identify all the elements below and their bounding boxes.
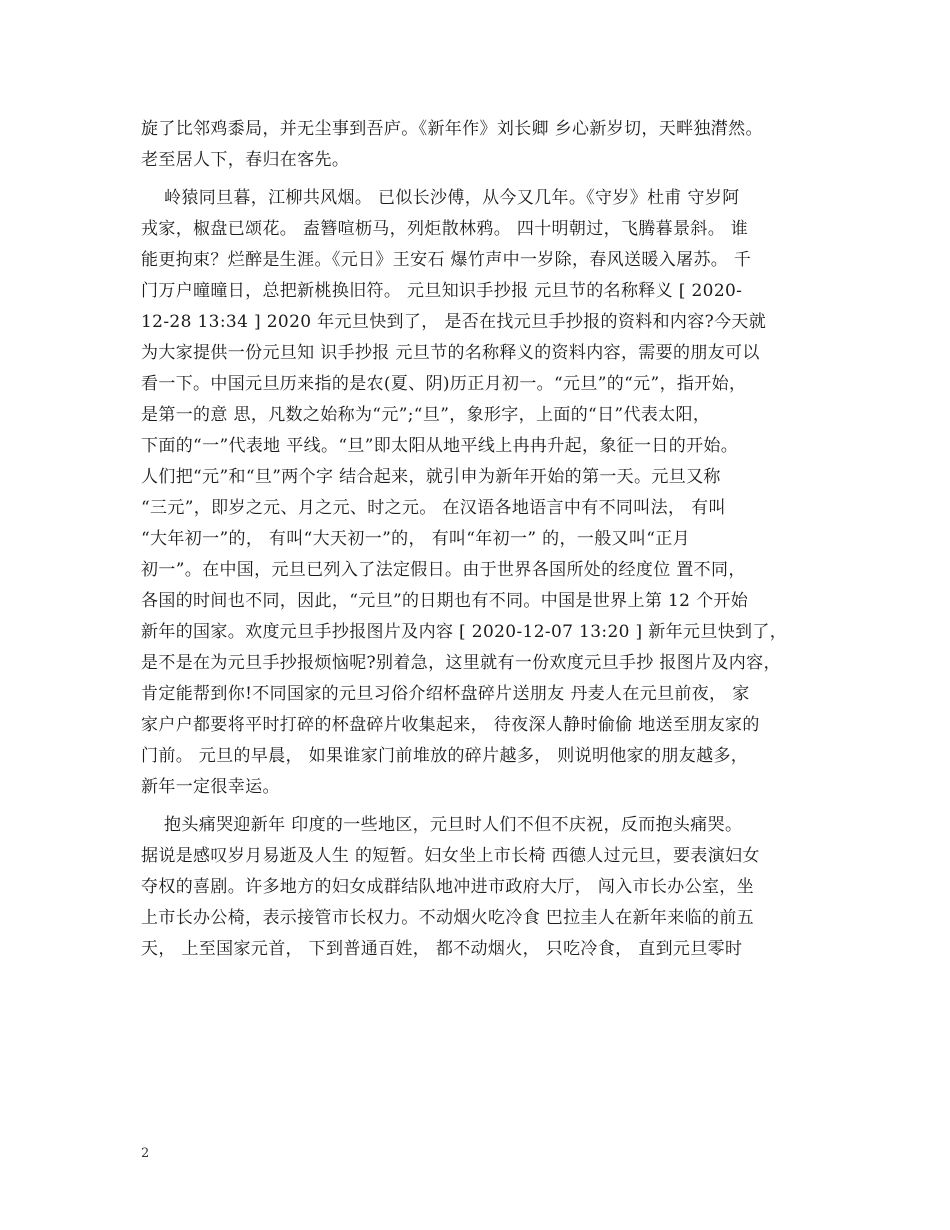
text-line: “三元”，即岁之元、月之元、时之元。 在汉语各地语言中有不同叫法， 有叫 <box>141 498 726 518</box>
text-line: “大年初一”的， 有叫“大天初一”的， 有叫“年初一” 的，一般又叫“正月 <box>141 529 690 549</box>
text-line: 各国的时间也不同，因此，“元旦”的日期也有不同。中国是世界上第 12 个开始 <box>141 591 749 611</box>
text-line: 是不是在为元旦手抄报烦恼呢?别着急，这里就有一份欢度元旦手抄 报图片及内容， <box>141 653 781 673</box>
text-line: 门前。 元旦的早晨， 如果谁家门前堆放的碎片越多， 则说明他家的朋友越多， <box>141 746 749 766</box>
text-line: 看一下。中国元旦历来指的是农(夏、阴)历正月初一。“元旦”的“元”，指开始， <box>141 374 747 394</box>
paragraph-3 <box>141 810 831 965</box>
text-line: 门万户曈曈日，总把新桃换旧符。 元旦知识手抄报 元旦节的名称释义 [ 2020- <box>141 281 743 301</box>
page-number: 2 <box>141 1146 150 1161</box>
text-line: 据说是感叹岁月易逝及人生 的短暂。妇女坐上市长椅 西德人过元旦，要表演妇女 <box>141 846 760 866</box>
text-line: 岭猿同旦暮，江柳共风烟。 已似长沙傅，从今又几年。《守岁》杜甫 守岁阿 <box>141 188 740 208</box>
text-line: 旋了比邻鸡黍局，并无尘事到吾庐。《新年作》刘长卿 乡心新岁切，天畔独潸然。 <box>141 119 763 139</box>
text-line: 戎家，椒盘已颂花。 盍簪喧枥马，列炬散林鸦。 四十明朝过，飞腾暮景斜。 谁 <box>141 219 749 239</box>
text-line: 为大家提供一份元旦知 识手抄报 元旦节的名称释义的资料内容，需要的朋友可以 <box>141 343 760 363</box>
text-line: 下面的“一”代表地 平线。“旦”即太阳从地平线上冉冉升起，象征一日的开始。 <box>141 436 739 456</box>
text-line: 能更拘束？烂醉是生涯。《元日》王安石 爆竹声中一岁除，春风送暖入屠苏。 千 <box>141 250 752 270</box>
text-line: 人们把“元”和“旦”两个字 结合起来，就引申为新年开始的第一天。元旦又称 <box>141 467 721 487</box>
text-line: 天， 上至国家元首， 下到普通百姓， 都不动烟火， 只吃冷食， 直到元旦零时 <box>141 939 743 959</box>
text-line: 初一”。在中国，元旦已列入了法定假日。由于世界各国所处的经度位 置不同， <box>141 560 746 580</box>
text-line: 是第一的意 思，凡数之始称为“元”;“旦”，象形字，上面的“日”代表太阳， <box>141 405 711 425</box>
paragraph-2 <box>141 183 831 803</box>
text-line: 肯定能帮到你!不同国家的元旦习俗介绍杯盘碎片送朋友 丹麦人在元旦前夜， 家 <box>141 684 750 704</box>
text-line: 老至居人下，春归在客先。 <box>141 150 350 170</box>
text-line: 家户户都要将平时打碎的杯盘碎片收集起来， 待夜深人静时偷偷 地送至朋友家的 <box>141 715 760 735</box>
paragraph-1 <box>141 114 831 176</box>
document-body <box>141 114 831 965</box>
text-line: 上市长办公椅，表示接管市长权力。不动烟火吃冷食 巴拉圭人在新年来临的前五 <box>141 908 755 928</box>
text-line: 抱头痛哭迎新年 印度的一些地区，元旦时人们不但不庆祝，反而抱头痛哭。 <box>141 815 743 835</box>
text-line: 新年一定很幸运。 <box>141 777 280 797</box>
text-line: 新年的国家。欢度元旦手抄报图片及内容 [ 2020-12-07 13:20 ] 新年元旦快到了， <box>141 622 788 642</box>
text-line: 夺权的喜剧。许多地方的妇女成群结队地冲进市政府大厅， 闯入市长办公室，坐 <box>141 877 755 897</box>
text-line: 12-28 13:34 ] 2020 年元旦快到了， 是否在找元旦手抄报的资料和内容?今天就 <box>141 312 767 332</box>
